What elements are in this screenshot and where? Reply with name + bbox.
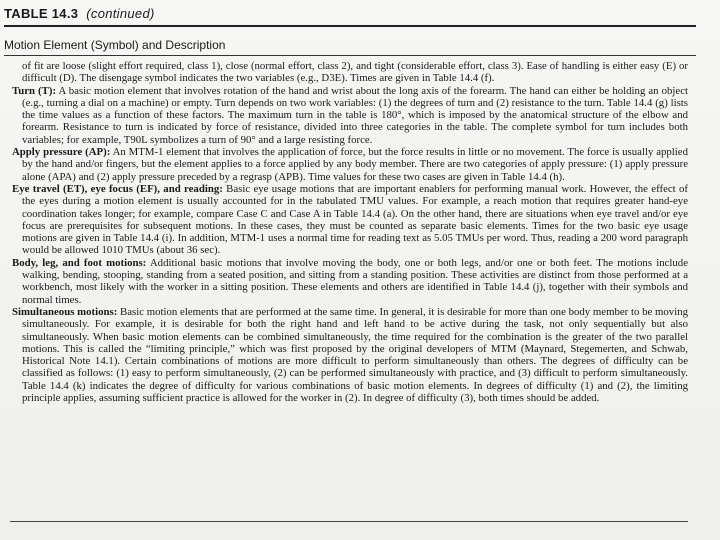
table-label: TABLE 14.3	[4, 6, 79, 21]
entry-term: Apply pressure (AP):	[12, 146, 111, 159]
entry-eye-travel	[10, 183, 688, 257]
entry-apply-pressure	[10, 146, 688, 183]
entry-text: Basic motion elements that are performed at the same time. In general, it is desirable for more than one body member to be moving simultaneously. For example, it is desirable for both the right hand and left hand to be active during the task, not only sequentially but also simultaneously. When basic motion elements can be combined simultaneously, the time required for the combination is the greater of the two parallel motions. This is called the “limiting principle,” which was first proposed by the original developers of MTM (Maynard, Stegemerten, and Schwab, Historical Note 14.1). Certain combinations of motions are more difficult to perform simultaneously than others. The degrees of difficulty can be classified as follows: (1) easy to perform simultaneously, (2) can be performed simultaneously with practice, and (3) difficult to perform simultaneously. Table 14.4 (k) indicates the degree of difficulty for various combinations of basic motion elements. In degrees of difficulty (1) and (2), the limiting principle applies, assuming sufficient practice is allowed for the worker in (2). In degree of difficulty (3), both times should be added.	[22, 305, 688, 405]
table-title	[4, 6, 694, 21]
entry-simultaneous	[10, 306, 688, 404]
entry-term: Eye travel (ET), eye focus (EF), and reading:	[12, 182, 223, 195]
heading-rule	[4, 55, 696, 56]
bottom-rule	[10, 521, 688, 522]
entry-text: A basic motion element that involves rotation of the hand and wrist about the long axis of the forearm. The hand can either be holding an object (e.g., turning a dial on a machine) or empty. Turn depends on two work variables: (1) the degrees of turn and (2) resistance to the turn. Table 14.4 (g) lists the time values as a function of these factors. The maximum turn in the table is 180°, which is imposed by the anatomical structure of the elbow and forearm. Resistance to turn is indicated by force of resistance, divided into three categories in the table. The complete symbol for turn includes both variables; for example, T90L symbolizes a turn of 90° and a large resisting force.	[22, 84, 689, 146]
entry-turn	[10, 85, 688, 146]
table-header	[4, 6, 694, 21]
column-heading: Motion Element (Symbol) and Description	[4, 38, 226, 52]
entry-text: of fit are loose (slight effort required, class 1), close (normal effort, class 2), and tight (considerable effort, class 3). Ease of handling is either easy (E) or difficult (D). The disengage symbol indicates the two variables (e.g., D3E). Times are given in Table 14.4 (f).	[22, 60, 688, 85]
entry-body-leg-foot	[10, 257, 688, 306]
entry-term: Simultaneous motions:	[12, 305, 118, 318]
entry-term: Body, leg, and foot motions:	[12, 256, 147, 269]
continued-label: (continued)	[86, 6, 155, 21]
table-body	[10, 60, 688, 404]
entry-text: An MTM-1 element that involves the application of force, but the force results in little or no movement. The force is usually applied by the hand and/or fingers, but the element applies to a force applied by any body member. There are two categories of apply pressure: (1) apply pressure alone (APA) and (2) apply pressure preceded by a regrasp (APB). Time values for these two cases are given in Table 14.4 (h).	[22, 146, 688, 183]
entry-term: Turn (T):	[12, 84, 57, 97]
entry-text: Additional basic motions that involve moving the body, one or both legs, and/or one or both feet. The motions include walking, bending, stooping, standing from a seated position, and sitting from a standing position. These activities are distinct from those performed at a workbench, most likely with the worker in a sitting position. These elements and others are identified in Table 14.4 (j), together with their symbols and normal times.	[22, 256, 688, 306]
top-rule	[4, 25, 696, 27]
entry-text: Basic eye usage motions that are important enablers for performing manual work. However, the effect of the eyes during a motion element is usually accounted for in the tabulated TMU values. For example, a reach motion that requires greater hand-eye coordination takes longer; for example, compare Case C and Case A in Table 14.4 (a). On the other hand, there are situations when eye travel and/or eye focus are prerequisites for subsequent motions. In these cases, they must be counted as separate basic elements. Times for the two basic eye usage motions are given in Table 14.4 (i). In addition, MTM-1 uses a normal time for reading text as 5.05 TMUs per word. Thus, reading a 200 word paragraph would be allowed 1010 TMUs (about 36 sec).	[22, 182, 688, 257]
continuation-paragraph	[10, 60, 688, 85]
